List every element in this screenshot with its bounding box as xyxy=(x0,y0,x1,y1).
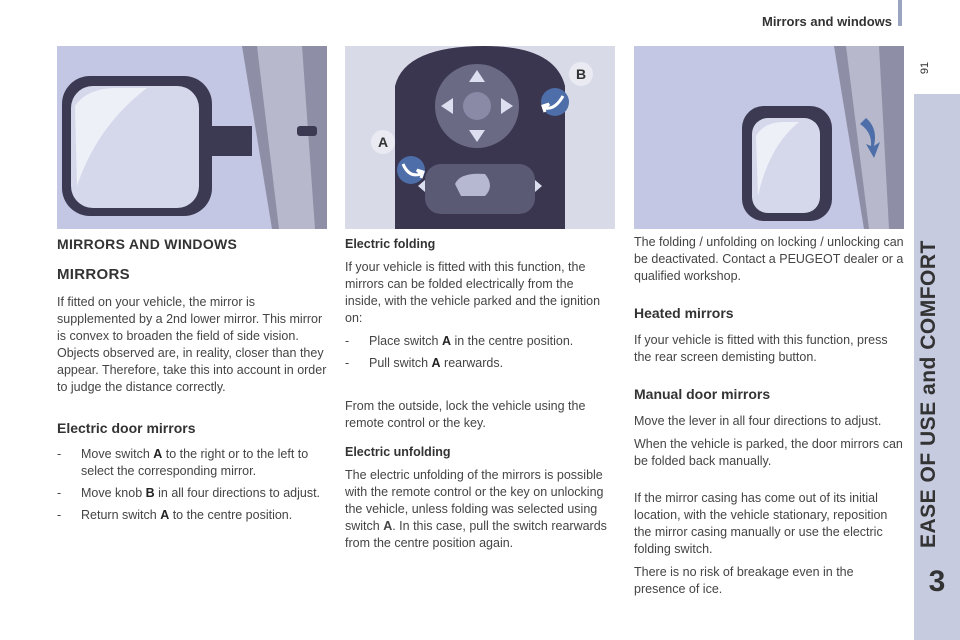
unfolding-paragraph: The electric unfolding of the mirrors is possible with the remote control or the key on unlocking the vehicle, unless folding was selected using switch A. In this case, pull the switch rearwards from the centre position again. xyxy=(345,468,607,550)
callout-a: A xyxy=(377,134,389,150)
list-item: - Pull switch A rearwards. xyxy=(345,356,504,370)
column-3 xyxy=(634,234,906,604)
ice-paragraph: There is no risk of breakage even in the presence of ice. xyxy=(634,565,854,596)
header-rule xyxy=(898,0,902,26)
list-item: - Return switch A to the centre position. xyxy=(57,508,293,522)
manual-mirrors-heading: Manual door mirrors xyxy=(634,386,771,402)
electric-unfolding-heading: Electric unfolding xyxy=(345,445,451,459)
folding-paragraph: If your vehicle is fitted with this function, the mirrors can be folded electrically from the inside, with the vehicle parked and the ignition on: xyxy=(345,260,601,325)
switch-photo xyxy=(345,46,615,229)
subsection-title: MIRRORS xyxy=(57,266,130,283)
chapter-title: EASE OF USE and COMFORT xyxy=(917,240,940,548)
page-number: 91 xyxy=(919,61,931,75)
list-item: - Place switch A in the centre position. xyxy=(345,334,574,348)
callout-b: B xyxy=(575,66,587,82)
casing-paragraph: If the mirror casing has come out of its initial location, with the vehicle stationary, reposition the mirror casing manually or use the electric folding switch. xyxy=(634,491,888,556)
manual-paragraph-1: Move the lever in all four directions to adjust. xyxy=(634,414,882,428)
list-item: - Move switch A to the right or to the left to select the corresponding mirror. xyxy=(57,447,309,478)
heated-mirrors-heading: Heated mirrors xyxy=(634,305,734,321)
heated-paragraph: If your vehicle is fitted with this function, press the rear screen demisting button. xyxy=(634,333,888,364)
deactivate-paragraph: The folding / unfolding on locking / unlocking can be deactivated. Contact a PEUGEOT dealer or a qualified workshop. xyxy=(634,235,904,283)
section-title: MIRRORS AND WINDOWS xyxy=(57,236,238,252)
intro-paragraph: If fitted on your vehicle, the mirror is supplemented by a 2nd lower mirror. This mirror is convex to broaden the field of side vision. Objects observed are, in reality, closer than they appear. Therefore, take this into account in order to judge the distance correctly. xyxy=(57,295,327,394)
column-1 xyxy=(57,236,327,529)
outside-lock-paragraph: From the outside, lock the vehicle using the remote control or the key. xyxy=(345,399,586,430)
folded-mirror-photo xyxy=(634,46,904,229)
column-2 xyxy=(345,236,610,558)
chapter-number: 3 xyxy=(928,565,946,598)
list-item: - Move knob B in all four directions to adjust. xyxy=(57,486,321,500)
electric-mirrors-heading: Electric door mirrors xyxy=(57,420,196,436)
manual-paragraph-2: When the vehicle is parked, the door mirrors can be folded back manually. xyxy=(634,437,903,468)
page-header-title: Mirrors and windows xyxy=(761,14,892,29)
mirror-photo xyxy=(57,46,327,229)
electric-folding-heading: Electric folding xyxy=(345,237,436,251)
